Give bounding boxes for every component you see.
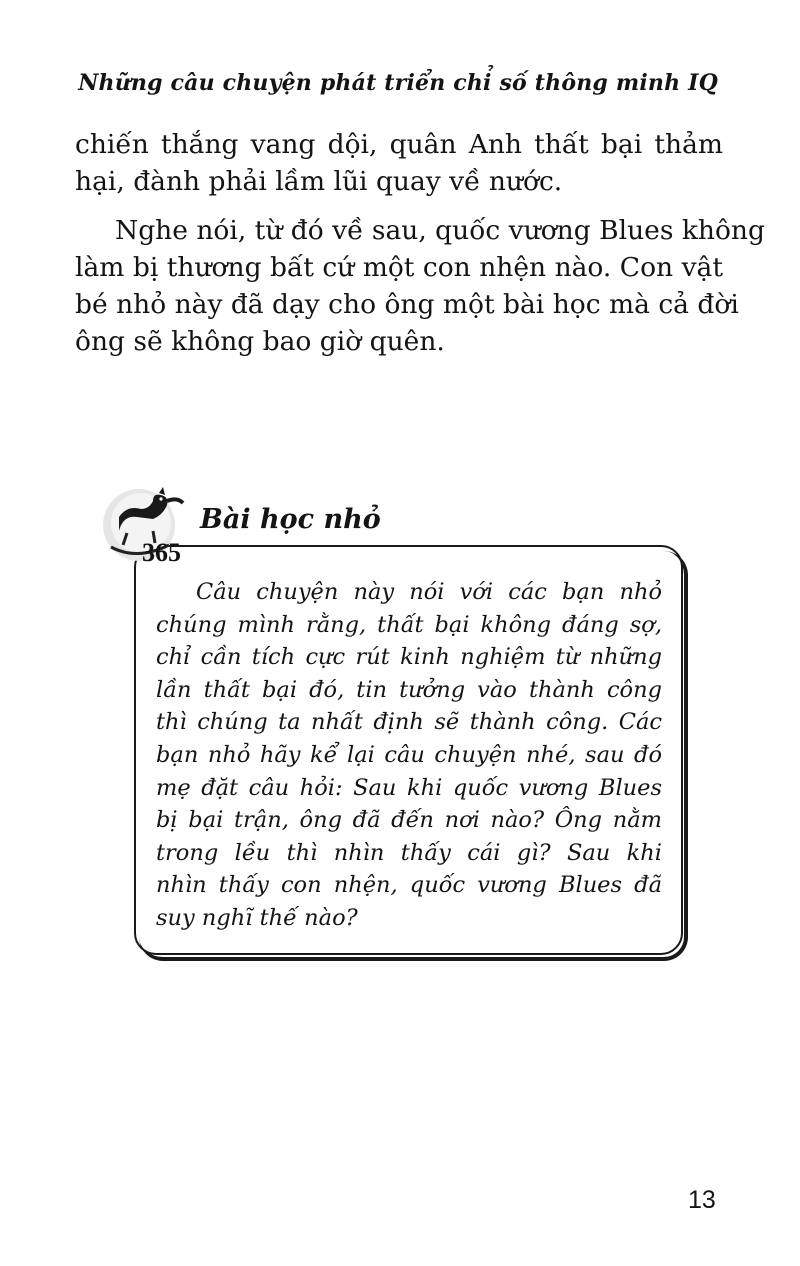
- text-line: mẹ đặt câu hỏi: Sau khi quốc vương Blues: [156, 774, 662, 801]
- text-line: Nghe nói, từ đó về sau, quốc vương Blues không: [115, 215, 765, 246]
- text-line: nhìn thấy con nhện, quốc vương Blues đã: [156, 872, 662, 899]
- page-number: 13: [688, 1186, 716, 1214]
- running-header: Những câu chuyện phát triển chỉ số thông minh IQ: [78, 70, 718, 96]
- lesson-number: 365: [142, 538, 181, 567]
- text-line: hại, đành phải lầm lũi quay về nước.: [75, 166, 563, 197]
- text-line: lần thất bại đó, tin tưởng vào thành công: [156, 676, 662, 703]
- text-line: chúng mình rằng, thất bại không đáng sợ,: [156, 611, 662, 638]
- paragraph: [75, 126, 723, 200]
- text-line: Câu chuyện này nói với các bạn nhỏ: [196, 579, 662, 605]
- text-line: chiến thắng vang dội, quân Anh thất bại thảm: [75, 129, 723, 160]
- lesson-title: Bài học nhỏ: [200, 504, 381, 535]
- text-line: bé nhỏ này đã dạy cho ông một bài học mà cả đời: [75, 289, 739, 320]
- text-line: làm bị thương bất cứ một con nhện nào. Con vật: [75, 252, 723, 283]
- text-line: thì chúng ta nhất định sẽ thành công. Các: [156, 709, 662, 736]
- text-line: ông sẽ không bao giờ quên.: [75, 326, 445, 357]
- text-line: trong lều thì nhìn thấy cái gì? Sau khi: [156, 839, 662, 866]
- text-line: suy nghĩ thế nào?: [156, 904, 358, 931]
- text-line: bị bại trận, ông đã đến nơi nào? Ông nằm: [156, 807, 662, 834]
- body-text: [75, 126, 765, 360]
- text-line: chỉ cần tích cực rút kinh nghiệm từ những: [156, 644, 662, 671]
- paragraph: [75, 212, 765, 360]
- text-line: bạn nhỏ hãy kể lại câu chuyện nhé, sau đó: [156, 741, 662, 768]
- lesson-text: [156, 576, 662, 935]
